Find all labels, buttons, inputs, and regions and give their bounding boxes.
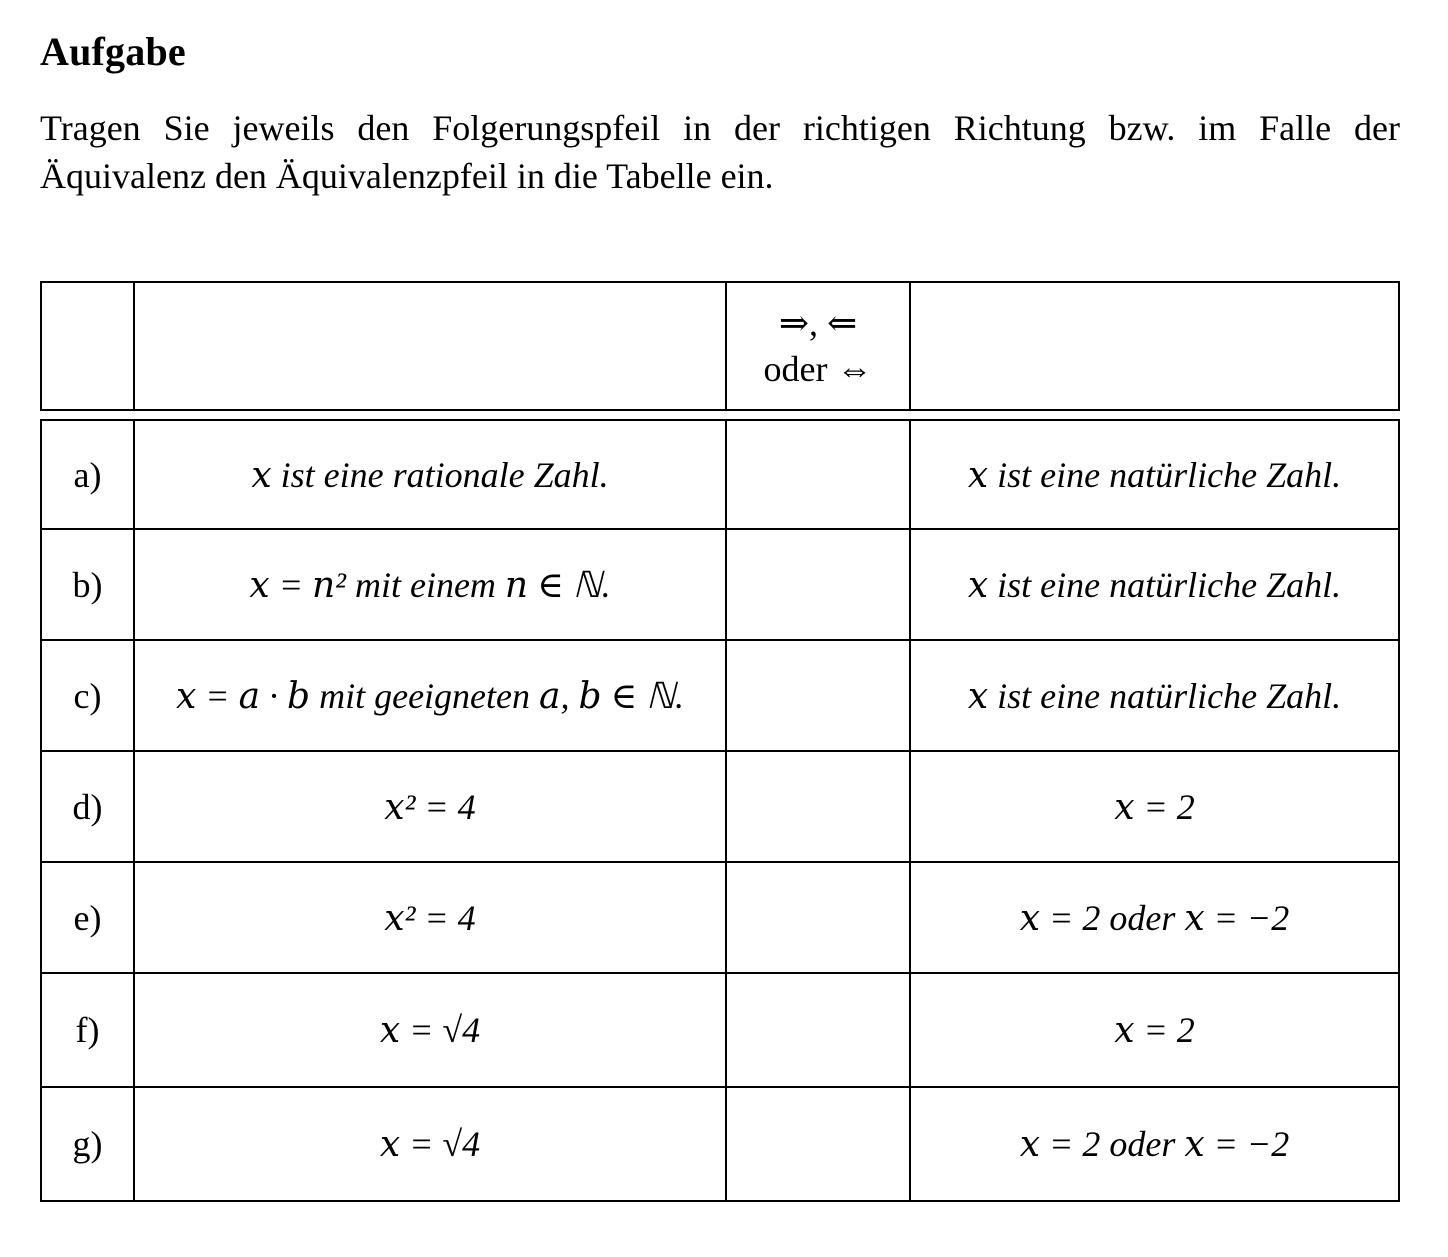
table-header-row bbox=[40, 281, 1400, 411]
table-row bbox=[40, 752, 1400, 863]
arrow-answer-input[interactable] bbox=[727, 863, 909, 972]
row-label: c) bbox=[42, 641, 135, 750]
row-label: a) bbox=[42, 421, 135, 528]
arrow-answer-input[interactable] bbox=[727, 1088, 909, 1200]
right-statement: 𝑥 = 2 oder 𝑥 = −2 bbox=[1019, 1124, 1290, 1164]
table-row bbox=[40, 419, 1400, 530]
row-label: f) bbox=[42, 974, 135, 1086]
row-label: b) bbox=[42, 530, 135, 639]
arrow-answer-cell[interactable] bbox=[727, 752, 911, 861]
header-arrow-cell bbox=[727, 283, 911, 409]
right-statement: 𝑥 = 2 bbox=[1114, 1010, 1195, 1050]
header-right-cell bbox=[911, 283, 1398, 409]
arrow-answer-cell[interactable] bbox=[727, 974, 911, 1086]
arrow-answer-cell[interactable] bbox=[727, 641, 911, 750]
arrow-answer-input[interactable] bbox=[727, 641, 909, 750]
left-statement: 𝑥² = 4 bbox=[135, 863, 727, 972]
row-label: g) bbox=[42, 1088, 135, 1200]
header-separator bbox=[40, 411, 1400, 419]
left-statement: 𝑥 = 𝑎 · 𝑏 mit geeigneten 𝑎, 𝑏 ∈ ℕ. bbox=[135, 641, 727, 750]
left-statement: 𝑥 = √4 bbox=[135, 1088, 727, 1200]
instruction-text: Tragen Sie jeweils den Folgerungspfeil in der richtigen Richtung bzw. im Falle der Äquivalenz den Äquivalenzpfeil in die Tabelle ein. bbox=[40, 108, 1400, 196]
row-label: d) bbox=[42, 752, 135, 861]
table-row bbox=[40, 1088, 1400, 1202]
arrow-answer-cell[interactable] bbox=[727, 421, 911, 528]
right-statement: 𝑥 = 2 bbox=[1114, 786, 1195, 827]
table-row bbox=[40, 530, 1400, 641]
arrow-answer-input[interactable] bbox=[727, 974, 909, 1086]
arrow-answer-input[interactable] bbox=[727, 421, 909, 528]
header-left-cell bbox=[135, 283, 727, 409]
table-row bbox=[40, 641, 1400, 752]
header-arrow-options: ⇒, ⇐ bbox=[778, 303, 858, 343]
header-arrow-or: oder ⇔ bbox=[763, 349, 873, 389]
right-statement: 𝑥 ist eine natürliche Zahl. bbox=[967, 454, 1342, 495]
arrow-answer-cell[interactable] bbox=[727, 530, 911, 639]
arrow-answer-input[interactable] bbox=[727, 530, 909, 639]
right-statement: 𝑥 ist eine natürliche Zahl. bbox=[967, 564, 1342, 605]
implication-table bbox=[40, 281, 1400, 1202]
left-statement: 𝑥² = 4 bbox=[135, 752, 727, 861]
table-row bbox=[40, 974, 1400, 1088]
left-statement: 𝑥 = 𝑛² mit einem 𝑛 ∈ ℕ. bbox=[135, 530, 727, 639]
arrow-answer-cell[interactable] bbox=[727, 863, 911, 972]
right-statement: 𝑥 = 2 oder 𝑥 = −2 bbox=[1019, 897, 1290, 938]
row-label: e) bbox=[42, 863, 135, 972]
right-statement: 𝑥 ist eine natürliche Zahl. bbox=[967, 675, 1342, 716]
left-statement: 𝑥 = √4 bbox=[135, 974, 727, 1086]
left-statement: 𝑥 ist eine rationale Zahl. bbox=[135, 421, 727, 528]
header-label-cell bbox=[42, 283, 135, 409]
arrow-answer-cell[interactable] bbox=[727, 1088, 911, 1200]
arrow-answer-input[interactable] bbox=[727, 752, 909, 861]
page-title: Aufgabe bbox=[40, 29, 186, 74]
table-row bbox=[40, 863, 1400, 974]
